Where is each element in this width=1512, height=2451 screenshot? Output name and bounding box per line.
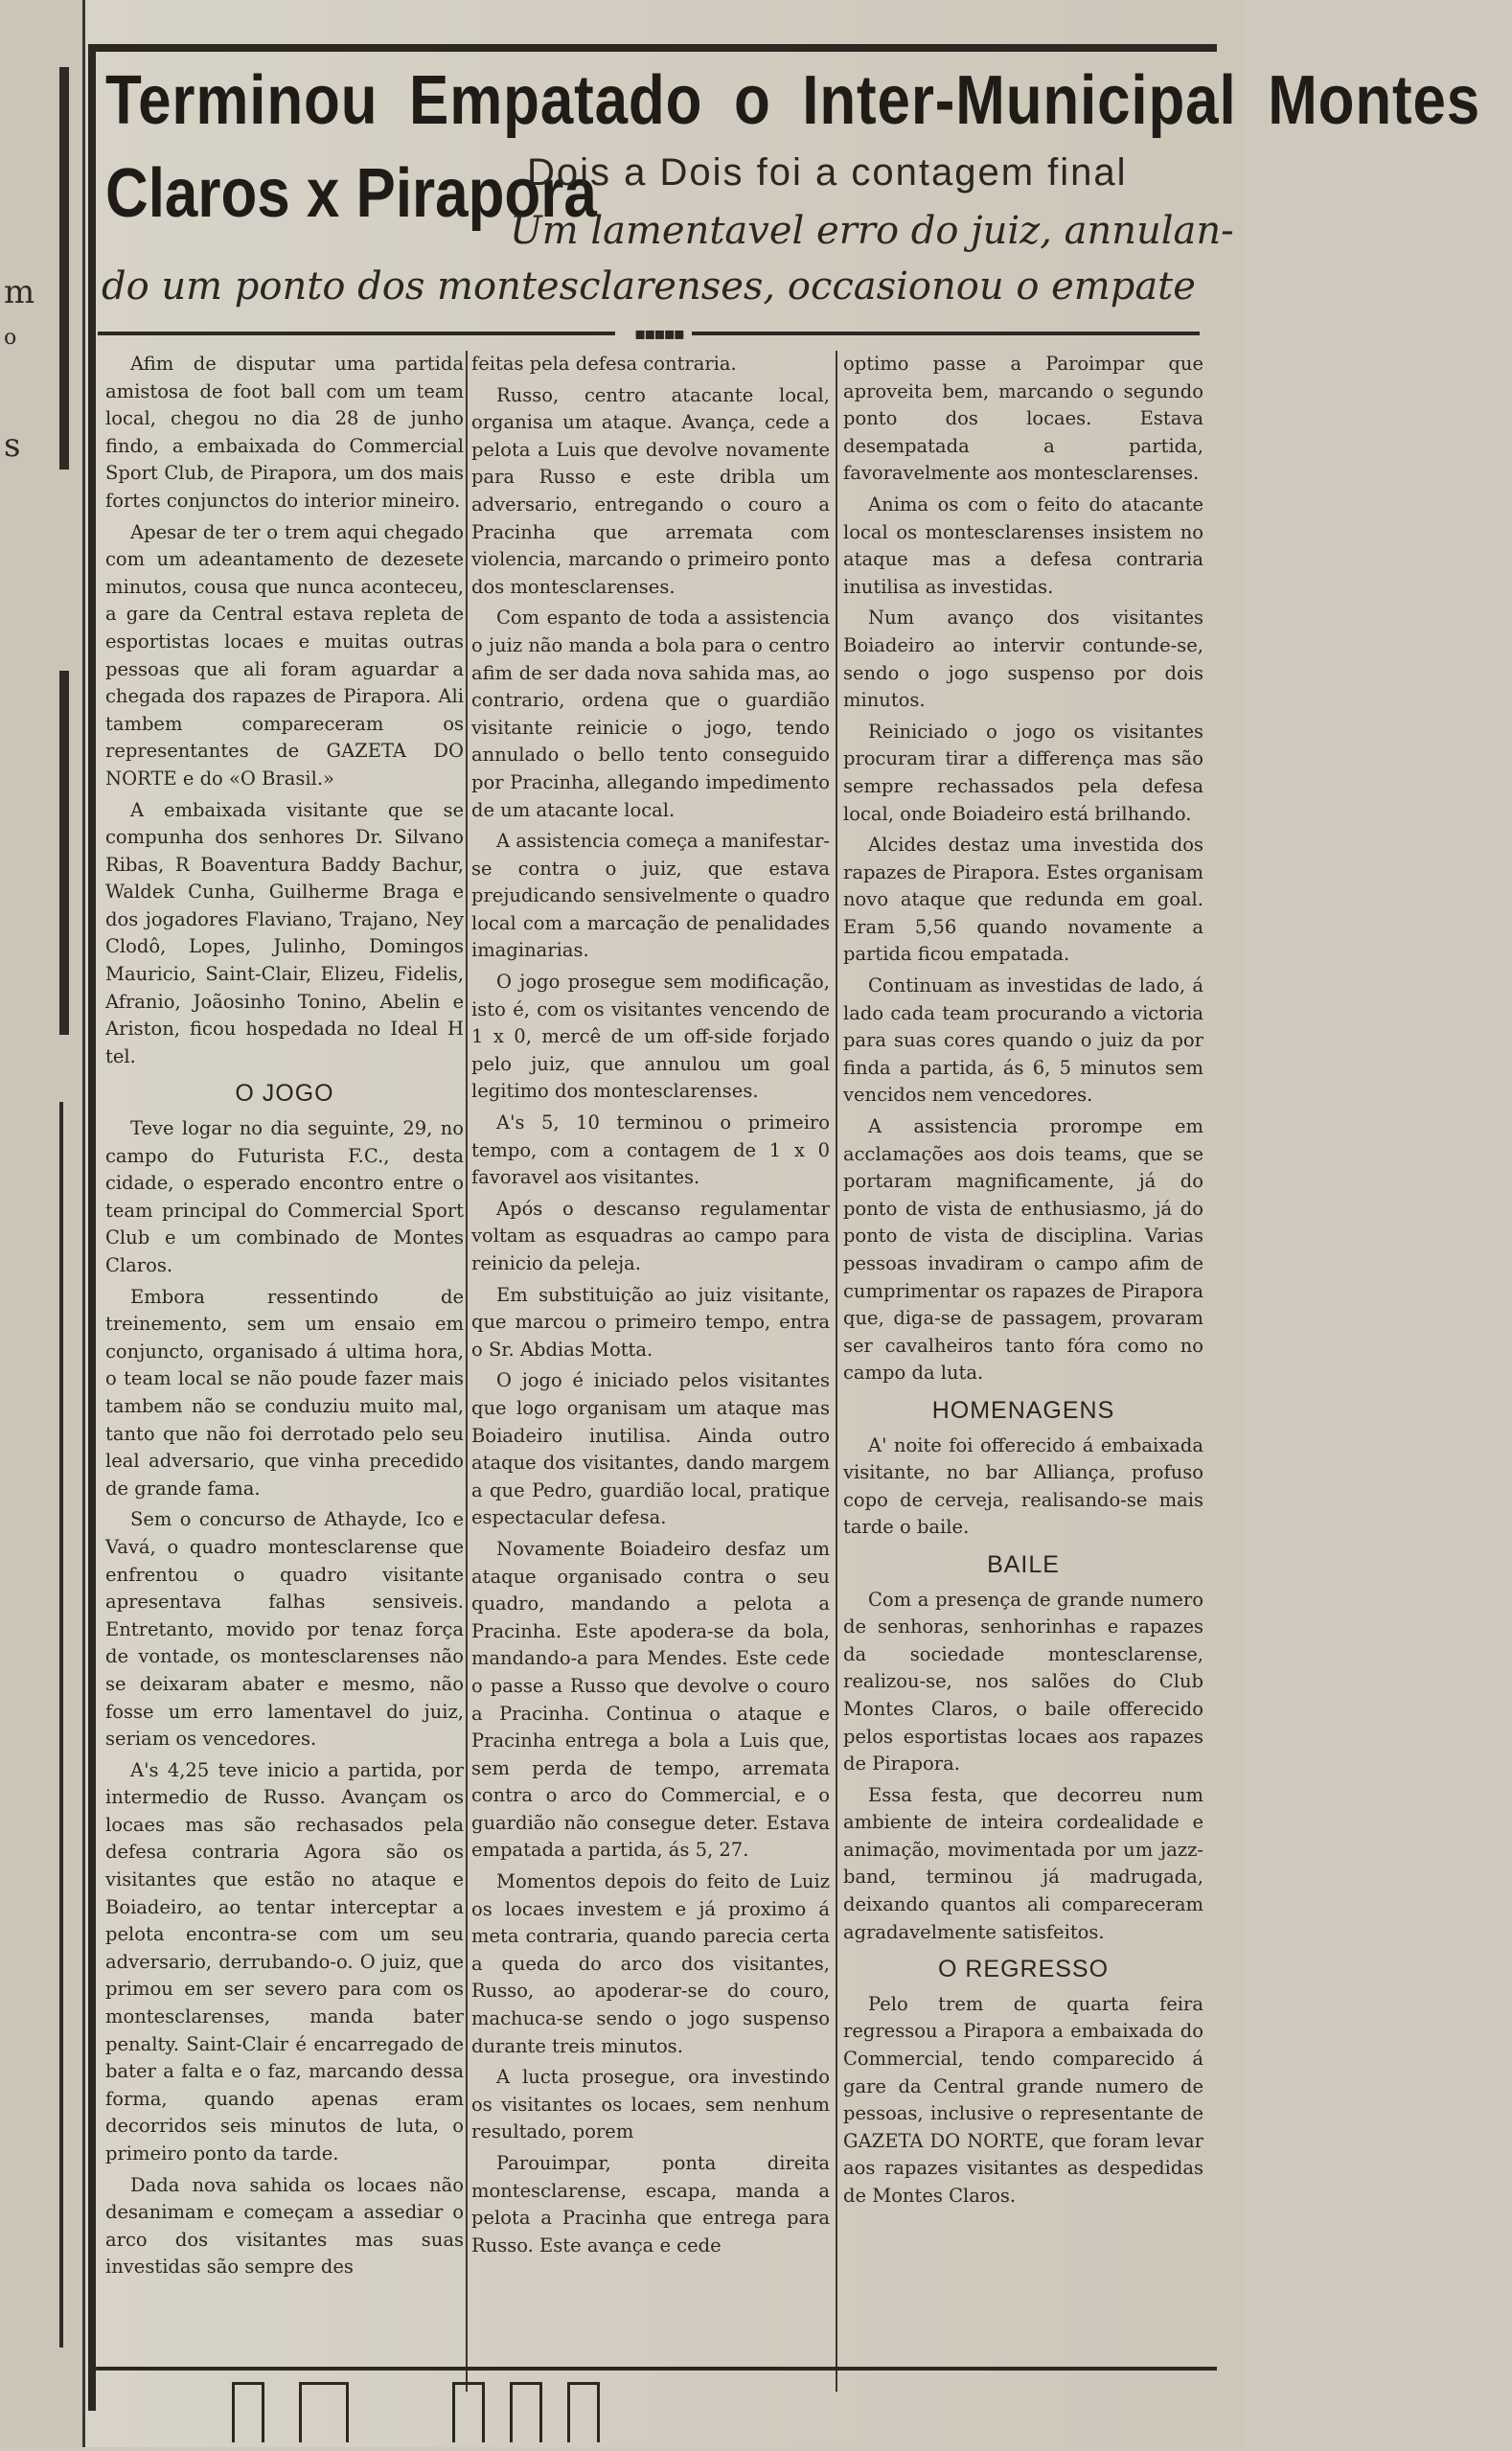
column-1 (105, 351, 464, 2285)
paragraph: A's 5, 10 terminou o primeiro tempo, com a contagem de 1 x 0 favoravel aos visitantes. (471, 1111, 830, 1189)
paragraph: Afim de disputar uma partida amistosa de foot ball com um team local, chegou no dia 28 de junho findo, a embaixada do Commercial Sport Club, de Pirapora, um dos mais fortes conjunctos do interior mineiro. (105, 353, 464, 512)
bottom-advert-strip (88, 2367, 1217, 2451)
rule-bar (59, 671, 69, 1035)
article (88, 44, 1481, 2430)
headline-line-2: Claros x Pirapora (105, 155, 597, 232)
paragraph: Pelo trem de quarta feira regressou a Pirapora a embaixada do Commercial, tendo comparecido á gare da Central grande numero de pessoas, inclusive o representante de GAZETA DO NORTE, que foram levar aos rapazes visitantes as despedidas de Montes Claros. (843, 1992, 1203, 2207)
deck-line-1: Dois a Dois foi a contagem final (527, 151, 1128, 194)
paragraph: Novamente Boiadeiro desfaz um ataque organisado contra o seu quadro, mandando a pelota a Pracinha. Este apodera-se da bola, mandando-a para Mendes. Este cede o passe a Russo que devolve o couro a Pracinha. Continua o ataque e Pracinha entrega a bola a Luis que, sem perda de tempo, arremata contra o arco do Commercial, e o guardião não consegue deter. Estava empatada a partida, ás 5, 27. (471, 1537, 830, 1862)
advert-figure (299, 2382, 349, 2442)
frame-top-rule (88, 44, 1217, 52)
text-fragment: m (4, 273, 35, 311)
paragraph: Num avanço dos visitantes Boiadeiro ao intervir contunde-se, sendo o jogo suspenso por dois minutos. (843, 607, 1203, 712)
paragraph: Após o descanso regulamentar voltam as esquadras ao campo para reinicio da peleja. (471, 1197, 830, 1274)
header-divider (98, 332, 615, 335)
paragraph: A assistencia começa a manifestar-se contra o juiz, que estava prejudicando sensivelmente o quadro local com a marcação de penalidades imaginarias. (471, 830, 830, 962)
deck-line-3: do um ponto dos montesclarenses, occasionou o empate (102, 264, 1196, 309)
rule-bar (59, 1102, 63, 2348)
paragraph: Alcides destaz uma investida dos rapazes de Pirapora. Estes organisam novo ataque que redunda em goal. Eram 5,56 quando novamente a partida ficou empatada. (843, 834, 1203, 966)
paragraph: Continuam as investidas de lado, á lado cada team procurando a victoria para suas cores quando o juiz da por finda a partida, ás 6, 5 minutos sem vencidos nem vencedores. (843, 974, 1203, 1107)
paragraph: Anima os com o feito do atacante local os montesclarenses insistem no ataque mas a defesa contraria inutilisa as investidas. (843, 492, 1203, 598)
header-divider (692, 332, 1200, 335)
paragraph: Momentos depois do feito de Luiz os locaes investem e já proximo á meta contraria, quando parecia certa a queda do arco dos visitantes, Russo, ao apoderar-se do couro, machuca-se sendo o jogo suspenso durante treis minutos. (471, 1870, 830, 2057)
section-title: BAILE (987, 1550, 1060, 1578)
paragraph: O jogo prosegue sem modificação, isto é, com os visitantes vencendo de 1 x 0, mercê de um off-side forjado pelo juiz, que annulou um goal legitimo dos montesclarenses. (471, 971, 830, 1103)
paragraph: Com a presença de grande numero de senhoras, senhorinhas e rapazes da sociedade montesclarense, realizou-se, nos salões do Club Montes Claros, o baile offerecido pelos esportistas locaes aos rapazes de Pirapora. (843, 1588, 1203, 1775)
text-fragment: o (4, 326, 17, 350)
advert-figure (232, 2382, 264, 2442)
text-fragment: s (4, 426, 21, 465)
paragraph: Reiniciado o jogo os visitantes procuram tirar a differença mas são sempre rechassados pela defesa local, onde Boiadeiro está brilhando. (843, 720, 1203, 825)
paragraph: Em substituição ao juiz visitante, que marcou o primeiro tempo, entra o Sr. Abdias Motta. (471, 1283, 830, 1361)
headline-word: o (733, 62, 771, 139)
paragraph: Parouimpar, ponta direita montesclarense, escapa, manda a pelota a Pracinha que entrega para Russo. Este avança e cede (471, 2152, 830, 2256)
column-rule (836, 351, 837, 2392)
column-2 (471, 351, 830, 2263)
paragraph: Teve logar no dia seguinte, 29, no campo do Futurista F.C., desta cidade, o esperado encontro entre o team principal do Commercial Sport Club e um combinado de Montes Claros. (105, 1117, 464, 1276)
paragraph: A lucta prosegue, ora investindo os visitantes os locaes, sem nenhum resultado, porem (471, 2066, 830, 2143)
column-rule (466, 351, 468, 2392)
paragraph: feitas pela defesa contraria. (471, 353, 737, 375)
deck-line-2: Um lamentavel erro do juiz, annulan- (510, 209, 1234, 253)
paragraph: Embora ressentindo de treinemento, sem um ensaio em conjuncto, organisado á ultima hora, o team local se não poude fazer mais tambem não se conduziu muito mal, tanto que não foi derrotado pelo seu leal adversario, que vinha precedido de grande fama. (105, 1285, 464, 1500)
frame-left-rule (88, 44, 96, 2411)
ornament-icon: ▪▪▪▪▪ (634, 324, 683, 344)
paragraph: Apesar de ter o trem aqui chegado com um adeantamento de dezesete minutos, cousa que nunca aconteceu, a gare da Central estava repleta de esportistas locaes e muitas outras pessoas que ali foram aguardar a chegada dos rapazes de Pirapora. Ali tambem compareceram os representantes de GAZETA DO NORTE e do «O Brasil.» (105, 520, 464, 790)
rule-bar (59, 67, 69, 470)
section-title: O REGRESSO (937, 1956, 1110, 1983)
paragraph: A's 4,25 teve inicio a partida, por intermedio de Russo. Avançam os locaes mas são rechasados pela defesa contraria Agora são os visitantes que estão no ataque e Boiadeiro, ao tentar interceptar a pelota encontra-se com um seu adversario, derrubando-o. O juiz, que primou em ser severo para com os montesclarenses, manda bater penalty. Saint-Clair é encarregado de bater a falta e o faz, marcando dessa forma, quando apenas eram decorridos seis minutos de luta, o primeiro ponto da tarde. (105, 1758, 464, 2165)
paragraph: Com espanto de toda a assistencia o juiz não manda a bola para o centro afim de ser dada nova sahida mas, ao contrario, ordena que o guardião visitante reinicie o jogo, tendo annulado o bello tento conseguido por Pracinha, allegando impedimento de um atacante local. (471, 607, 830, 821)
section-title: O JOGO (235, 1080, 334, 1108)
section-title: HOMENAGENS (931, 1396, 1115, 1424)
paragraph: O jogo é iniciado pelos visitantes que logo organisam um ataque mas Boiadeiro inutilisa. Ainda outro ataque dos visitantes, dando margem a que Pedro, guardião local, pratique espectacular defesa. (471, 1369, 830, 1529)
headline-word: Terminou (105, 62, 378, 139)
paragraph: optimo passe a Paroimpar que aproveita bem, marcando o segundo ponto dos locaes. Estava desempatada a partida, favoravelmente aos montesclarenses. (843, 353, 1203, 485)
paragraph: A assistencia prorompe em acclamações aos dois teams, que se portaram magnificamente, já do ponto de vista de enthusiasmo, já do ponto de vista de disciplina. Varias pessoas invadiram o campo afim de cumprimentar os rapazes de Pirapora que, diga-se de passagem, provaram ser cavalheiros tanto fóra como no campo da luta. (843, 1115, 1203, 1385)
advert-figure (510, 2382, 542, 2442)
headline-word: Empatado (409, 62, 703, 139)
paragraph: Russo, centro atacante local, organisa um ataque. Avança, cede a pelota a Luis que devolve novamente para Russo e este dribla um adversario, entregando o couro a Pracinha que arremata com violencia, marcando o primeiro ponto dos montesclarenses. (471, 383, 830, 598)
paragraph: Sem o concurso de Athayde, Ico e Vavá, o quadro montesclarense que enfrentou o quadro visitante apresentava falhas sensiveis. Entretanto, movido por tenaz força de vontade, os montesclarenses não se deixaram abater e mesmo, não fosse um erro lamentavel do juiz, seriam os vencedores. (105, 1508, 464, 1751)
paragraph: A' noite foi offerecido á embaixada visitante, no bar Alliança, profuso copo de cerveja, realisando-se mais tarde o baile. (843, 1433, 1203, 1539)
column-3 (843, 351, 1203, 2214)
paragraph: Dada nova sahida os locaes não desanimam e começam a assediar o arco dos visitantes mas suas investidas são sempre des (105, 2173, 464, 2279)
headline-word: Inter-Municipal (802, 62, 1237, 139)
advert-figure (567, 2382, 600, 2442)
paragraph: Essa festa, que decorreu num ambiente de inteira cordealidade e animação, movimentada por um jazz-band, terminou já madrugada, deixando quantos ali compareceram agradavelmente satisfeitos. (843, 1783, 1203, 1943)
previous-article-edge (0, 0, 85, 2447)
headline-line-1 (105, 61, 1481, 140)
paragraph: A embaixada visitante que se compunha dos senhores Dr. Silvano Ribas, R Boaventura Baddy Bachur, Waldek Cunha, Guilherme Braga e dos jogadores Flaviano, Trajano, Ney Clodô, Lopes, Julinho, Domingos Mauricio, Saint-Clair, Elizeu, Fidelis, Afranio, Joãosinho Tonino, Abelin e Ariston, ficou hospedada no Ideal H tel. (105, 798, 464, 1067)
advert-figure (452, 2382, 485, 2442)
headline-word: Montes (1268, 62, 1481, 139)
